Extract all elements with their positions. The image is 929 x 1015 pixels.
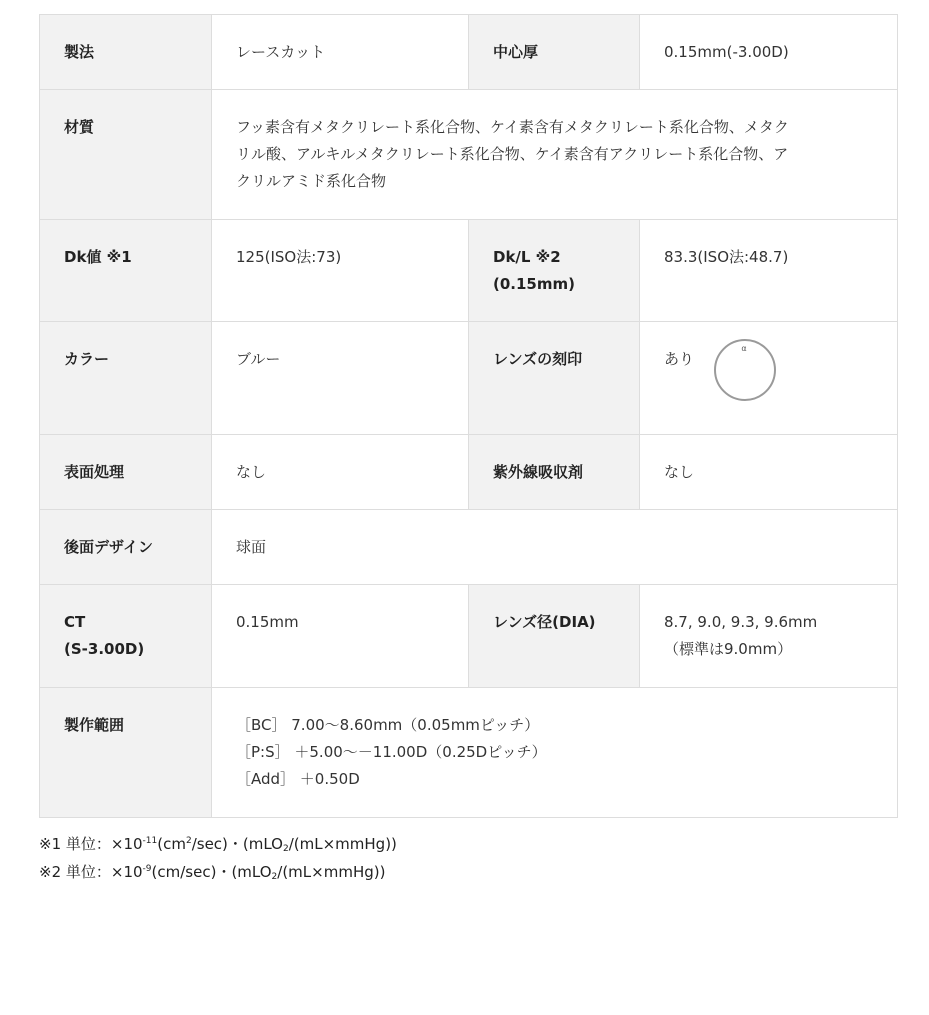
table-row xyxy=(40,15,898,90)
table-row xyxy=(40,90,898,220)
spec-label-lens-mark: レンズの刻印 xyxy=(469,322,640,435)
lens-mark-glyph: α xyxy=(741,344,747,353)
table-row xyxy=(40,510,898,585)
material-line: クリルアミド系化合物 xyxy=(236,172,387,190)
table-row xyxy=(40,435,898,510)
range-line: ［P:S］ ＋5.00～－11.00D（0.25Dピッチ） xyxy=(236,743,547,761)
dia-line: 8.7, 9.0, 9.3, 9.6mm xyxy=(664,613,818,631)
material-line: リル酸、アルキルメタクリレート系化合物、ケイ素含有アクリレート系化合物、ア xyxy=(236,145,789,163)
spec-value-back-design: 球面 xyxy=(212,510,898,585)
spec-value-uv: なし xyxy=(640,435,898,510)
range-line: ［BC］ 7.00～8.60mm（0.05mmピッチ） xyxy=(236,716,540,734)
spec-value-dia xyxy=(640,585,898,688)
lens-mark-text: あり xyxy=(664,350,695,368)
spec-label-dia: レンズ径(DIA) xyxy=(469,585,640,688)
spec-value-range xyxy=(212,688,898,818)
lens-mark-illustration xyxy=(713,338,777,402)
spec-label-color: カラー xyxy=(40,322,212,435)
table-row xyxy=(40,688,898,818)
spec-value-surface: なし xyxy=(212,435,469,510)
footnote-2: ※2 単位：$\times 10^{-9}(cm/\sec)$・(mLO$_2$/(mL×mmHg)) xyxy=(39,863,386,882)
spec-table xyxy=(39,14,898,818)
spec-label-material: 材質 xyxy=(40,90,212,220)
footnote-1: ※1 単位：$\times 10^{-11}(cm^2/\sec)$・(mLO$_2$/(mL×mmHg)) xyxy=(39,835,397,854)
spec-value-lens-mark xyxy=(640,322,898,435)
table-row xyxy=(40,220,898,322)
spec-value-method: レースカット xyxy=(212,15,469,90)
table-row xyxy=(40,585,898,688)
spec-value-ct: 0.15mm xyxy=(212,585,469,688)
spec-value-dk: 125(ISO法:73) xyxy=(212,220,469,322)
spec-value-dkl: 83.3(ISO法:48.7) xyxy=(640,220,898,322)
spec-value-color: ブルー xyxy=(212,322,469,435)
range-line: ［Add］ ＋0.50D xyxy=(236,770,360,788)
spec-value-center-thickness: 0.15mm(-3.00D) xyxy=(640,15,898,90)
spec-label-range: 製作範囲 xyxy=(40,688,212,818)
spec-label-center-thickness: 中心厚 xyxy=(469,15,640,90)
spec-label-surface: 表面処理 xyxy=(40,435,212,510)
dkl-label-line: (0.15mm) xyxy=(493,275,575,293)
spec-label-back-design: 後面デザイン xyxy=(40,510,212,585)
spec-label-dk: Dk値 ※1 xyxy=(40,220,212,322)
dkl-label-line: Dk/L ※2 xyxy=(493,248,561,266)
dia-line: （標準は9.0mm） xyxy=(664,640,793,658)
spec-label-method: 製法 xyxy=(40,15,212,90)
ct-label-line: (S-3.00D) xyxy=(64,640,145,658)
spec-label-uv: 紫外線吸収剤 xyxy=(469,435,640,510)
spec-label-dkl xyxy=(469,220,640,322)
table-row xyxy=(40,322,898,435)
ct-label-line: CT xyxy=(64,613,86,631)
lens-circle-icon xyxy=(713,338,777,402)
spec-value-material xyxy=(212,90,898,220)
material-line: フッ素含有メタクリレート系化合物、ケイ素含有メタクリレート系化合物、メタク xyxy=(236,118,789,136)
spec-label-ct xyxy=(40,585,212,688)
